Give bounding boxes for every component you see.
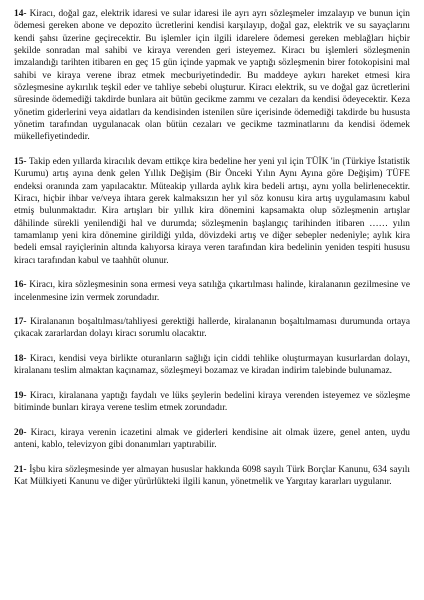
clause-21 [14, 464, 410, 489]
clause-18 [14, 353, 410, 378]
clause-text: Kiracı, kendisi veya birlikte oturanların sağlığı için ciddi tehlike oluşturmayan kusurlardan dolayı, kiralananı teslim almaktan kaçınamaz, sözleşmeyi bozamaz ve kiradan indirim talebinde bulunamaz. [14, 354, 410, 377]
clause-15 [14, 156, 410, 267]
clause-number: 14- [14, 9, 27, 19]
clause-number: 19- [14, 390, 27, 401]
clause-text: İşbu kira sözleşmesinde yer almayan hususlar hakkında 6098 sayılı Türk Borçlar Kanunu, 634 sayılı Kat Mülkiyeti Kanunu ve diğer yürürlükteki ilgili kanun, yönetmelik ve Yargıtay kararları uygulanır. [14, 464, 410, 487]
clause-number: 21- [14, 464, 27, 475]
clause-17 [14, 316, 410, 341]
clause-text: Kiracı, doğal gaz, elektrik idaresi ve sular idaresi ile ayrı ayrı sözleşmeler imzalayıp ve bunun için ödemesi gereken abone ve depozito ücretlerini kendisi karşılayıp, doğal gaz, elektrik ve su sayaçlarını kendi şahsı üzerine geçirecektir. Bu işlemler için ilgili idarelere ödemesi gereken meblağları hiçbir şekilde sonradan mal sahibi ve kiraya verenden geri isteyemez. Kiracı bu işlemleri sözleşmenin imzalandığı tarihten itibaren en geç 15 gün içinde yapmak ve yaptığı sözleşmenin birer fotokopisini mal sahibi ve kiraya verene ibraz etmek mecburiyetindedir. Bu maddeye aykırı hareket etmesi kira sözleşmesine aykırılık teşkil eder ve tahliye sebebi oluşturur. Kiracı elektrik, su ve doğal gaz ücretlerini süresinde ödemediği takdirde bunlara ait bütün gecikme zammı ve cezaları da kendisi ödeyecektir. Keza yönetim giderlerini veya aidatları da kendisinden istenilen süre içerisinde ödemediği takdirde bu hususta yönetim tarafından uygulanacak olan bütün cezaları ve gecikme tazminatlarını da kendisi ödemek mükellefiyetindedir. [14, 9, 410, 143]
clause-text: Kiracı, kiralanana yaptığı faydalı ve lüks şeylerin bedelini kiraya verenden isteyemez ve sözleşme bitiminde bunları kiraya verene teslim etmek zorundadır. [14, 390, 410, 414]
clause-text: Takip eden yıllarda kiracılık devam ettikçe kira bedeline her yeni yıl için TÜİK 'in (Türkiye İstatistik Kurumu) artış ayına denk gelen Yıllık Değişim (Bir Önceki Yılın Aynı Ayına göre Değişim) TÜFE endeksi oranında zam yapılacaktır. Müteakip yıllarda aylık kira bedeli artışı, aynı yolla belirlenecektir. Kiracı, hiçbir ihbar ve/veya ihtara gerek kalmaksızın her yıl söz konusu kira artış uygulamasını kabul etmiş bulunmaktadır. Kira artışları bir yıllık kira dönemini kapsamakta olup sözleşmenin artışlar dâhilinde sürekli yenilendiği hal ve durumda; sözleşmenin başlangıç tarihinden itibaren …… yılın tamamlanıp yeni kira dönemine girildiği yılda, dövizdeki artış ve diğer sebepler nedeniyle; aylık kira bedeli emsal rayiçlerinin altında kalıyorsa kiraya veren tarafından kira bedelinin yeniden tespiti hususu kiracı tarafından kabul ve taahhüt olunur. [14, 156, 410, 266]
clause-19 [14, 390, 410, 415]
clause-text: Kiracı, kira sözleşmesinin sona ermesi veya satılığa çıkartılması halinde, kiralananın gezilmesine ve incelenmesine izin vermek zorundadır. [14, 280, 410, 303]
clause-number: 16- [14, 280, 27, 291]
clause-16 [14, 279, 410, 304]
clause-text: Kiracı, kiraya verenin icazetini almak ve giderleri kendisine ait olmak üzere, genel anten, uydu anteni, kablo, televizyon gibi donanımları yaptırabilir. [14, 427, 410, 451]
clause-number: 20- [14, 427, 27, 438]
clause-text: Kiralananın boşaltılması/tahliyesi gerektiği hallerde, kiralananın boşaltılmaması durumunda ortaya çıkacak zararlardan dolayı kiracı sorumlu olacaktır. [14, 317, 410, 340]
clause-number: 18- [14, 354, 27, 364]
clause-20 [14, 427, 410, 452]
clause-number: 17- [14, 317, 27, 328]
clause-14 [14, 8, 410, 144]
clause-number: 15- [14, 156, 27, 167]
